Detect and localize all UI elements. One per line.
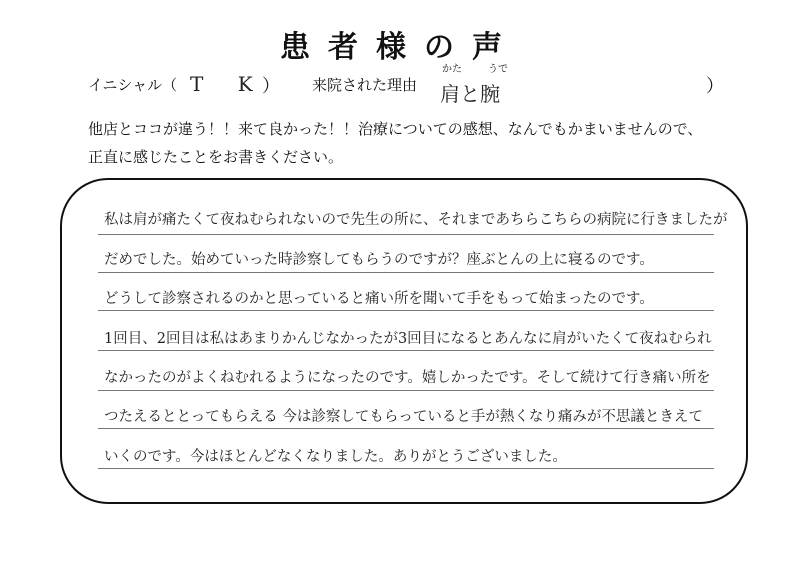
ruled-line (98, 310, 714, 311)
intro-line-1: 他店とココが違う！！来て良かった！！治療についての感想、なんでもかまいませんので、 (88, 120, 703, 138)
ruled-line (98, 428, 714, 429)
comment-line: いくのです。今はほとんどなくなりました。ありがとうございました。 (104, 449, 567, 465)
intro-line-2: 正直に感じたことをお書きください。 (88, 148, 344, 166)
comment-line: つたえるととってもらえる 今は診察してもらっていると手が熱くなり痛みが不思議ときえて (104, 409, 703, 425)
reason-label: 来院された理由 (312, 76, 418, 94)
comment-line: どうして診察されるのかと思っていると痛い所を聞いて手をもって始まったのです。 (104, 291, 654, 307)
comment-line: 私は肩が痛たくて夜ねむられないので先生の所に、それまであちらこちらの病院に行きましたが (104, 212, 728, 228)
page-title: 患者様の声 (280, 30, 520, 65)
initials-value: T K (190, 72, 267, 96)
ruled-line (98, 468, 714, 469)
initials-label: イニシャル（ (88, 76, 178, 94)
ruled-line (98, 390, 714, 391)
reason-value: 肩と腕 (440, 82, 500, 106)
initials-close-paren: ） (262, 76, 280, 97)
ruled-line (98, 234, 714, 235)
comment-line: だめでした。始めていった時診察してもらうのですが？座ぶとんの上に寝るのです。 (104, 252, 654, 268)
comment-line: なかったのがよくねむれるようになったのです。嬉しかったです。そして続けて行き痛い所を (104, 370, 711, 386)
reason-furigana-shoulder: かた (442, 64, 462, 75)
ruled-line (98, 350, 714, 351)
ruled-line (98, 272, 714, 273)
reason-furigana-arm: うで (488, 64, 508, 75)
comment-line: 1回目、2回目は私はあまりかんじなかったが3回目になるとあんなに肩がいたくて夜ねむられ (104, 331, 712, 347)
reason-close-paren: ） (706, 76, 724, 97)
